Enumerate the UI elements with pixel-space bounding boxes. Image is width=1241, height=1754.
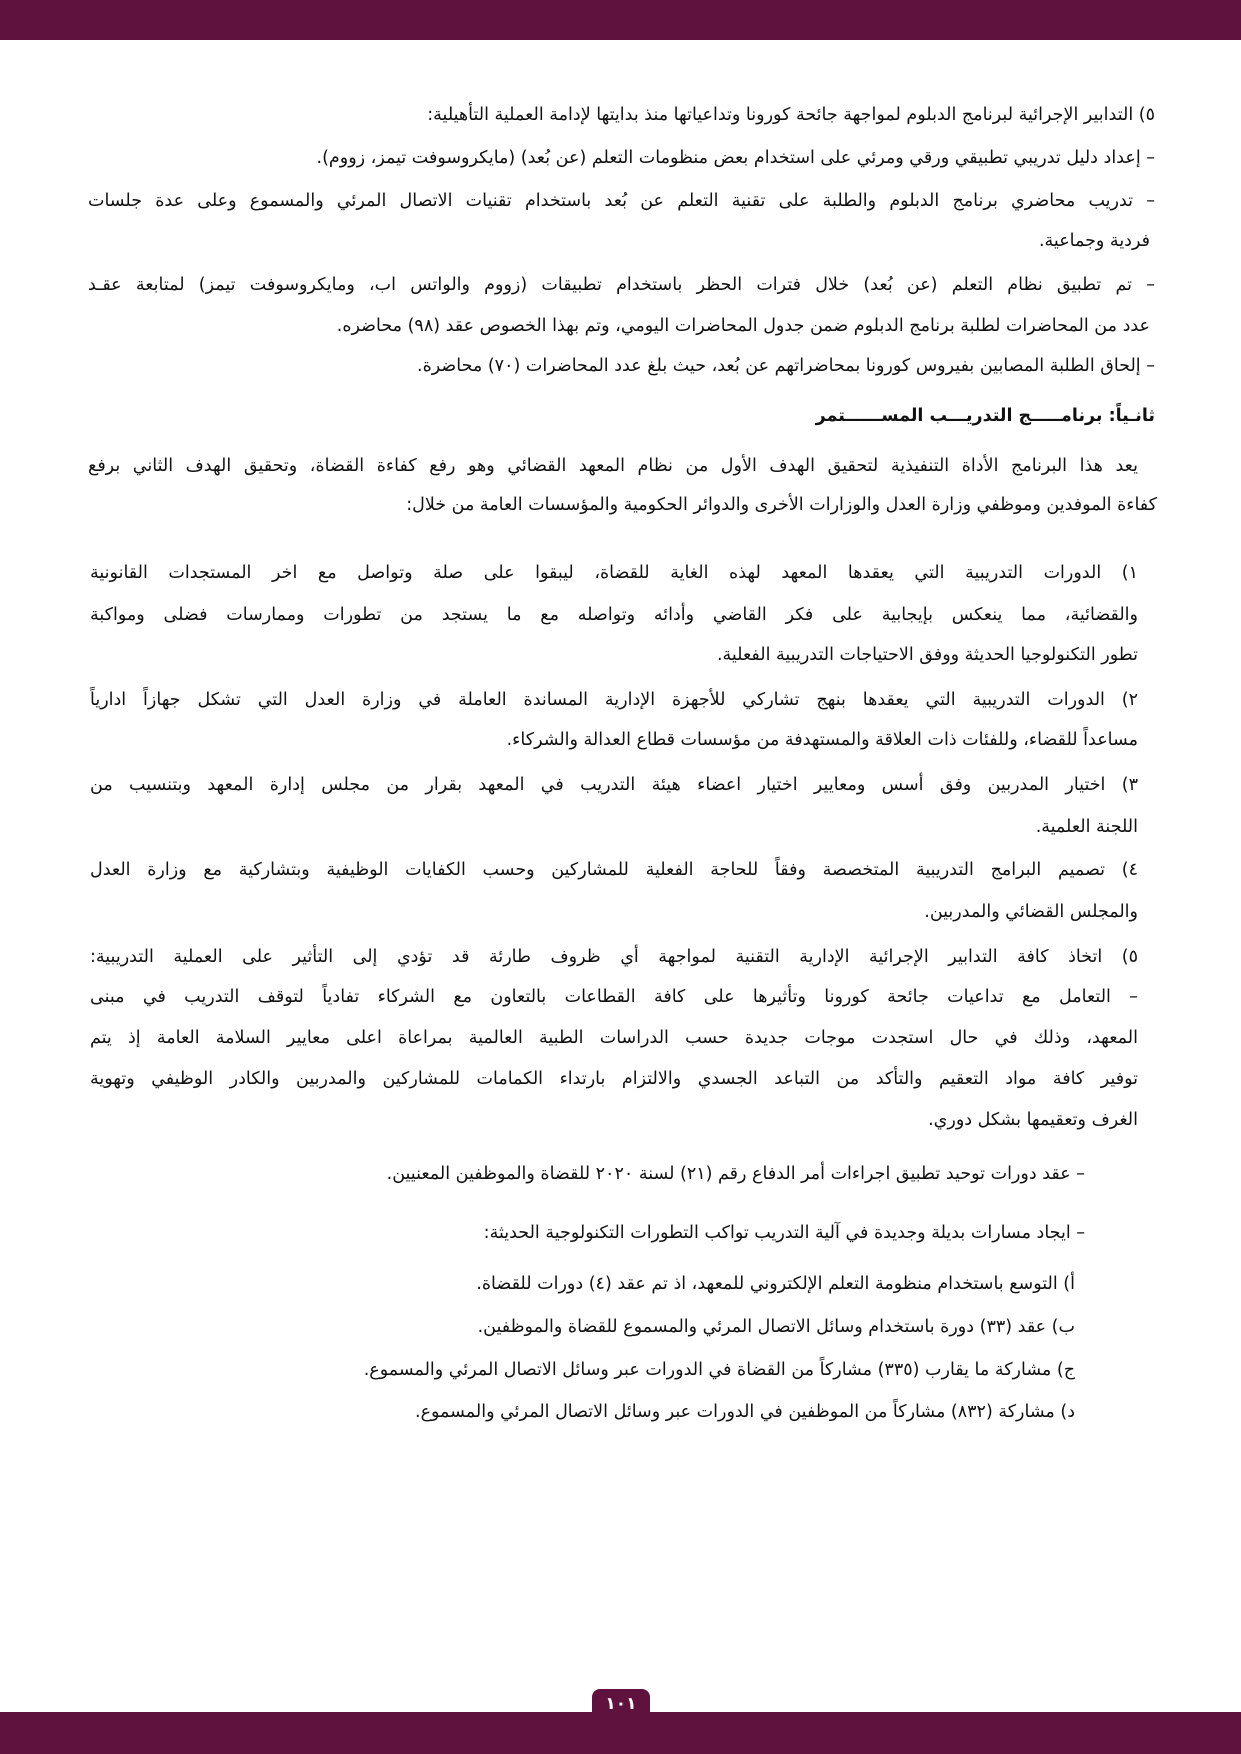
list-item: د) مشاركة (٨٣٢) مشاركاً من الموظفين في الدورات عبر وسائل الاتصال المرئي والمسموع. — [415, 1402, 1075, 1422]
paragraph-line: والقضائية، مما ينعكس بإيجابية على فكر القاضي وأدائه وتواصله مع ما يستجد من تطورات وممارسات فضلى ومواكبة — [90, 605, 1138, 625]
paragraph-line: ٥) اتخاذ كافة التدابير الإجرائية الإدارية التقنية لمواجهة أي ظروف طارئة قد تؤدي إلى التأثير على العملية التدريبية: — [90, 947, 1138, 967]
list-item: فردية وجماعية. — [1038, 231, 1150, 251]
paragraph-line: والمجلس القضائي والمدربين. — [924, 902, 1138, 922]
list-item: ب) عقد (٣٣) دورة باستخدام وسائل الاتصال المرئي والمسموع للقضاة والموظفين. — [477, 1317, 1075, 1337]
paragraph-line: يعد هذا البرنامج الأداة التنفيذية لتحقيق الهدف الأول من نظام المعهد القضائي وهو رفع كفاءة القضاة، وتحقيق الهدف الثاني برفع — [88, 456, 1138, 476]
paragraph-line: تطور التكنولوجيا الحديثة ووفق الاحتياجات التدريبية الفعلية. — [716, 645, 1138, 665]
section-heading: ثانـياً: برنامـــــج التدريـــب المســــــتمر — [815, 406, 1155, 426]
header-bar — [0, 0, 1241, 40]
list-item: أ) التوسع باستخدام منظومة التعلم الإلكتروني للمعهد، اذ تم عقد (٤) دورات للقضاة. — [476, 1274, 1075, 1294]
paragraph-line: الغرف وتعقيمها بشكل دوري. — [928, 1110, 1138, 1130]
list-item: – تدريب محاضري برنامج الدبلوم والطلبة على تقنية التعلم عن بُعد باستخدام تقنيات الاتصال المرئي والمسموع وعلى عدة جلسات — [88, 191, 1155, 211]
list-item: – ايجاد مسارات بديلة وجديدة في آلية التدريب تواكب التطورات التكنولوجية الحديثة: — [483, 1223, 1085, 1243]
paragraph-line: اللجنة العلمية. — [1035, 817, 1138, 837]
list-item: – إعداد دليل تدريبي تطبيقي ورقي ومرئي على استخدام بعض منظومات التعلم (عن بُعد) (مايكروسوفت تيمز، زووم). — [316, 148, 1155, 168]
paragraph-line: المعهد، وذلك في حال استجدت موجات جديدة حسب الدراسات الطبية العالمية بمراعاة اعلى معايير السلامة العامة إذ يتم — [90, 1028, 1138, 1048]
list-item: ج) مشاركة ما يقارب (٣٣٥) مشاركاً من القضاة في الدورات عبر وسائل الاتصال المرئي والمسموع. — [363, 1360, 1075, 1380]
paragraph-line: ٤) تصميم البرامج التدريبية المتخصصة وفقاً للحاجة الفعلية للمشاركين وحسب الكفايات الوظيفية وبتشاركية مع وزارة العدل — [90, 860, 1138, 880]
section-heading: ٥) التدابير الإجرائية لبرنامج الدبلوم لمواجهة جائحة كورونا وتداعياتها منذ بدايتها لإدامة العملية التأهيلية: — [427, 105, 1155, 125]
list-item: – تم تطبيق نظام التعلم (عن بُعد) خلال فترات الحظر باستخدام تطبيقات (زووم والواتس اب، ومايكروسوفت تيمز) لمتابعة عقـد — [88, 275, 1155, 295]
paragraph-line: ٣) اختيار المدربين وفق أسس ومعايير اختيار اعضاء هيئة التدريب في المعهد بقرار من مجلس إدارة المعهد وبتنسيب من — [90, 775, 1138, 795]
list-item: – عقد دورات توحيد تطبيق اجراءات أمر الدفاع رقم (٢١) لسنة ٢٠٢٠ للقضاة والموظفين المعنيين. — [386, 1164, 1085, 1184]
page-number: ١٠١ — [592, 1689, 650, 1719]
paragraph-line: مساعداً للقضاء، وللفئات ذات العلاقة والمستهدفة من مؤسسات قطاع العدالة والشركاء. — [506, 730, 1138, 750]
paragraph-line: كفاءة الموفدين وموظفي وزارة العدل والوزارات الأخرى والدوائر الحكومية والمؤسسات العامة من خلال: — [406, 495, 1157, 515]
paragraph-line: ١) الدورات التدريبية التي يعقدها المعهد لهذه الغاية للقضاة، ليبقوا على صلة وتواصل مع اخر المستجدات القانونية — [90, 563, 1138, 583]
paragraph-line: توفير كافة مواد التعقيم والتأكد من التباعد الجسدي والالتزام بارتداء الكمامات للمشاركين والمدربين والكادر الوظيفي وتهوية — [90, 1069, 1138, 1089]
paragraph-line: ٢) الدورات التدريبية التي يعقدها بنهج تشاركي للأجهزة الإدارية المساندة العاملة في وزارة العدل التي تشكل جهازاً ادارياً — [90, 690, 1138, 710]
paragraph-line: – التعامل مع تداعيات جائحة كورونا وتأثيرها على كافة القطاعات بالتعاون مع الشركاء تفادياً لتوقف التدريب في مبنى — [90, 987, 1138, 1007]
list-item: – إلحاق الطلبة المصابين بفيروس كورونا بمحاضراتهم عن بُعد، حيث بلغ عدد المحاضرات (٧٠) محاضرة. — [417, 356, 1155, 376]
list-item: عدد من المحاضرات لطلبة برنامج الدبلوم ضمن جدول المحاضرات اليومي، وتم بهذا الخصوص عقد (٩٨) محاضره. — [336, 316, 1150, 336]
